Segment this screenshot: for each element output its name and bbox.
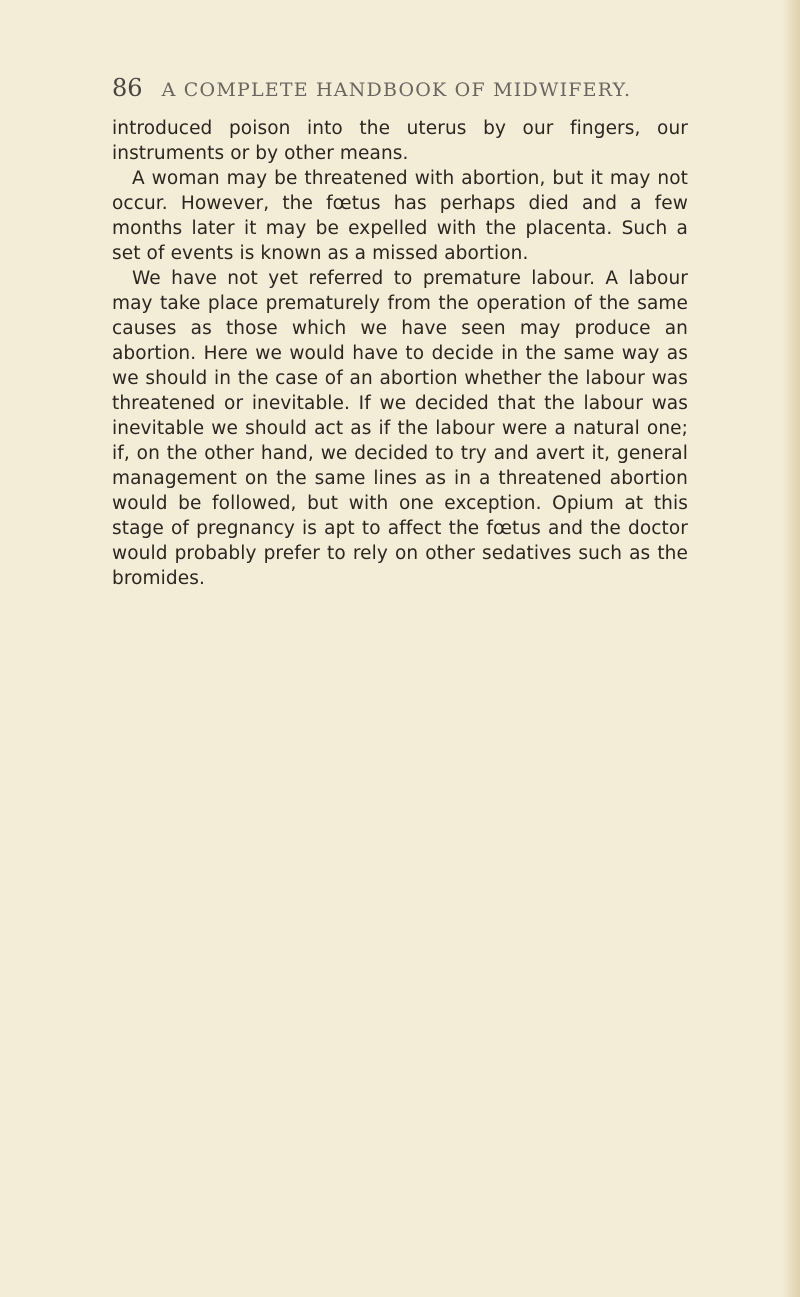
body-text <box>112 116 688 591</box>
paragraph-missed-abortion: A woman may be threatened with abortion, but it may not occur. However, the fœtus has perhaps died and a few months later it may be expelled with the placenta. Such a set of events is known as a missed abortion. <box>112 168 688 264</box>
paragraph-premature-labour: We have not yet referred to premature labour. A labour may take place prematurely from the operation of the same causes as those which we have seen may produce an abortion. Here we would have to decide in the same way as we should in the case of an abortion whether the labour was threatened or inevitable. If we decided that the labour was inevitable we should act as if the labour were a natural one; if, on the other hand, we decided to try and avert it, general management on the same lines as in a threatened abortion would be followed, but with one exception. Opium at this stage of pregnancy is apt to affect the fœtus and the doctor would probably prefer to rely on other sedatives such as the bromides. <box>112 268 688 589</box>
running-title: A COMPLETE HANDBOOK OF MIDWIFERY. <box>161 79 632 101</box>
paragraph-continued: introduced poison into the uterus by our fingers, our instruments or by other means. <box>112 118 688 164</box>
page-number: 86 <box>112 74 143 102</box>
running-head <box>112 74 712 114</box>
page-edge-shadow <box>782 0 800 1297</box>
